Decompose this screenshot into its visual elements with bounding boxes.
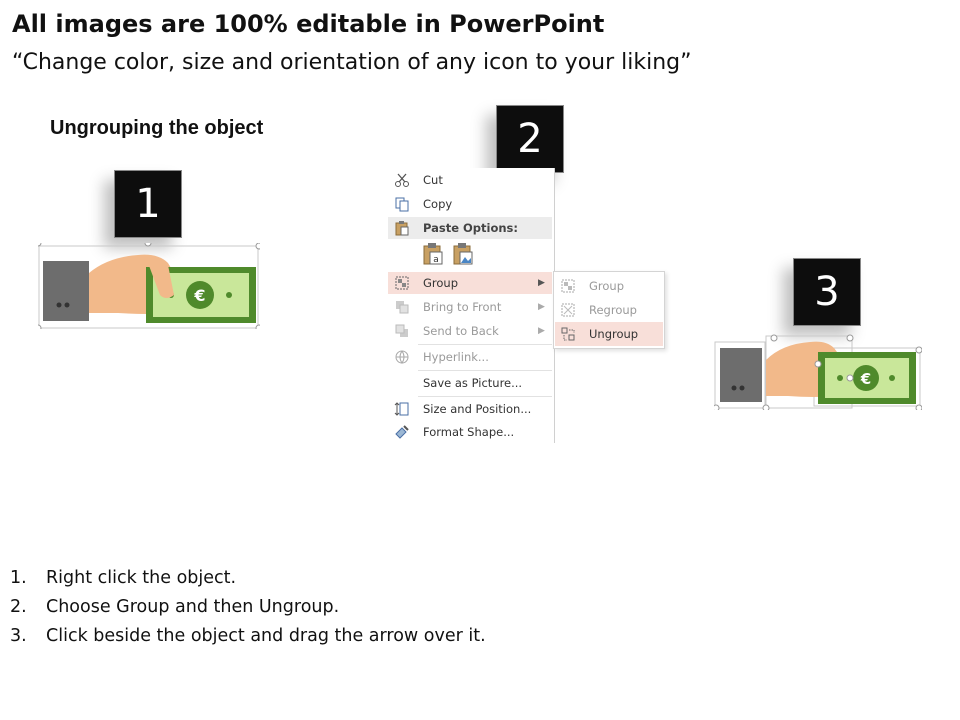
ungroup-icon [559, 326, 577, 342]
hand-with-money-illustration-grouped[interactable] [38, 243, 260, 329]
group-icon [559, 278, 577, 294]
menu-item-label: Copy [423, 197, 453, 211]
submenu-item-group[interactable] [555, 274, 663, 298]
group-icon [393, 275, 411, 291]
copy-icon [393, 196, 411, 212]
paste-options-group [422, 242, 474, 266]
menu-item-label: Group [423, 276, 459, 290]
submenu-item-label: Group [589, 279, 625, 293]
step-badge-2: 2 [496, 105, 564, 173]
page-subtitle: “Change color, size and orientation of any icon to your liking” [12, 50, 692, 75]
page-title: All images are 100% editable in PowerPoint [12, 10, 605, 38]
menu-item-bring-to-front[interactable] [388, 296, 552, 318]
submenu-arrow-icon: ▶ [538, 278, 545, 288]
menu-item-label: Format Shape... [423, 425, 515, 439]
hand-with-money-illustration-ungrouped[interactable] [714, 334, 922, 410]
submenu-item-label: Regroup [589, 303, 637, 317]
submenu-item-label: Ungroup [589, 327, 639, 341]
clipboard-icon [393, 220, 411, 236]
menu-item-label: Bring to Front [423, 300, 502, 314]
menu-item-save-as-picture[interactable] [388, 372, 552, 394]
submenu-item-ungroup[interactable] [555, 322, 663, 346]
submenu-arrow-icon: ▶ [538, 302, 545, 312]
list-item: 3. Click beside the object and drag the arrow over it. [10, 626, 486, 646]
step-badge-1: 1 [114, 170, 182, 238]
menu-section-paste-options [388, 217, 552, 239]
section-heading: Ungrouping the object [50, 117, 264, 139]
menu-item-label: Hyperlink... [423, 350, 489, 364]
svg-text:a: a [433, 255, 439, 265]
menu-item-label: Size and Position... [423, 402, 532, 416]
paste-use-destination-theme-icon[interactable] [422, 242, 444, 266]
menu-item-hyperlink[interactable] [388, 346, 552, 368]
regroup-icon [559, 302, 577, 318]
euro-symbol: € [194, 286, 206, 305]
menu-separator [418, 370, 552, 371]
menu-item-group[interactable] [388, 272, 552, 294]
menu-item-send-to-back[interactable] [388, 320, 552, 342]
menu-item-label: Save as Picture... [423, 376, 523, 390]
step-badge-3: 3 [793, 258, 861, 326]
group-submenu [553, 271, 665, 349]
instruction-steps [10, 568, 486, 655]
menu-item-format-shape[interactable] [388, 421, 552, 443]
hyperlink-icon [393, 349, 411, 365]
menu-item-copy[interactable] [388, 193, 552, 215]
euro-symbol: € [860, 370, 872, 388]
menu-item-label: Send to Back [423, 324, 499, 338]
send-back-icon [393, 323, 411, 339]
size-position-icon [393, 401, 411, 417]
menu-separator [418, 344, 552, 345]
scissors-icon [393, 172, 411, 188]
menu-section-label: Paste Options: [423, 221, 519, 235]
menu-item-size-and-position[interactable] [388, 398, 552, 420]
paste-as-picture-icon[interactable] [452, 242, 474, 266]
menu-item-cut[interactable] [388, 169, 552, 191]
list-item: 2. Choose Group and then Ungroup. [10, 597, 340, 617]
menu-item-label: Cut [423, 173, 443, 187]
bring-front-icon [393, 299, 411, 315]
list-item: 1. Right click the object. [10, 568, 237, 588]
context-menu [388, 168, 555, 443]
format-shape-icon [393, 424, 411, 440]
menu-separator [418, 396, 552, 397]
submenu-arrow-icon: ▶ [538, 326, 545, 336]
submenu-item-regroup[interactable] [555, 298, 663, 322]
